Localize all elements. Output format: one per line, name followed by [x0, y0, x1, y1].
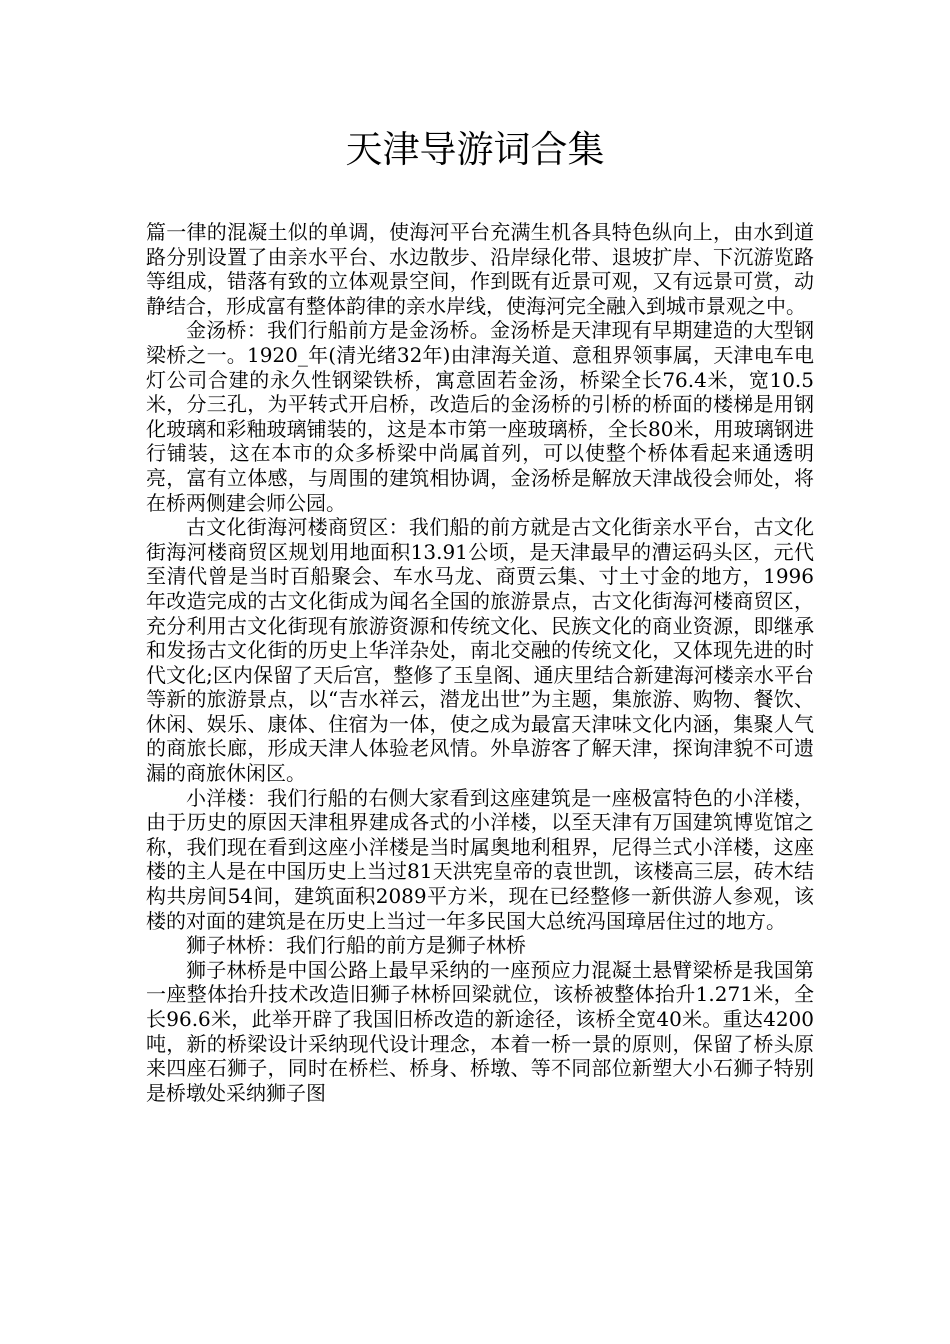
page-title: 天津导游词合集	[345, 128, 605, 171]
paragraph-shizilin-bridge-detail: 狮子林桥是中国公路上最早采纳的一座预应力混凝土悬臂梁桥是我国第一座整体抬升技术改造旧狮子林桥回梁就位，该桥被整体抬升1.271米，全长96.6米，此举开辟了我国旧桥改造的新途径，该桥全宽40米。重达4200吨，新的桥梁设计采纳现代设计理念，本着一桥一景的原则，保留了桥头原来四座石狮子，同时在桥栏、桥身、桥墩、等不同部位新塑大小石狮子特别是桥墩处采纳狮子图	[146, 957, 814, 1105]
paragraph-intro-riverside: 篇一律的混凝土似的单调，使海河平台充满生机各具特色纵向上，由水到道路分别设置了由亲水平台、水边散步、沿岸绿化带、退坡扩岸、下沉游览路等组成，错落有致的立体观景空间，作到既有近景可观，又有远景可赏，动静结合，形成富有整体韵律的亲水岸线，使海河完全融入到城市景观之中。	[146, 220, 814, 318]
paragraph-shizilin-bridge-heading: 狮子林桥：我们行船的前方是狮子林桥	[186, 933, 526, 958]
document-body	[146, 220, 814, 1105]
paragraph-jintang-bridge: 金汤桥：我们行船前方是金汤桥。金汤桥是天津现有早期建造的大型钢梁桥之一。1920_年(清光绪32年)由津海关道、意租界领事属，天津电车电灯公司合建的永久性钢梁铁桥，寓意固若金汤，桥梁全长76.4米，宽10.5米，分三孔，为平转式开启桥，改造后的金汤桥的引桥的桥面的楼梯是用钢化玻璃和彩釉玻璃铺装的，这是本市第一座玻璃桥，全长80米，用玻璃钢进行铺装，这在本市的众多桥梁中尚属首列，可以使整个桥体看起来通透明亮，富有立体感，与周围的建筑相协调，金汤桥是解放天津战役会师处，将在桥两侧建会师公园。	[146, 318, 814, 515]
paragraph-small-western-villa: 小洋楼：我们行船的右侧大家看到这座建筑是一座极富特色的小洋楼，由于历史的原因天津租界建成各式的小洋楼，以至天津有万国建筑博览馆之称，我们现在看到这座小洋楼是当时属奥地利租界，尼得兰式小洋楼，这座楼的主人是在中国历史上当过81天洪宪皇帝的袁世凯，该楼高三层，砖木结构共房间54间，建筑面积2089平方米，现在已经整修一新供游人参观，该楼的对面的建筑是在历史上当过一年多民国大总统冯国璋居住过的地方。	[146, 785, 814, 933]
paragraph-ancient-culture-street: 古文化街海河楼商贸区：我们船的前方就是古文化街亲水平台，古文化街海河楼商贸区规划用地面积13.91公顷，是天津最早的漕运码头区，元代至清代曾是当时百船聚会、车水马龙、商贾云集、寸土寸金的地方，1996年改造完成的古文化街成为闻名全国的旅游景点，古文化街海河楼商贸区，充分利用古文化街现有旅游资源和传统文化、民族文化的商业资源，即继承和发扬古文化街的历史上华洋杂处，南北交融的传统文化，又体现先进的时代文化;区内保留了天后宫，整修了玉皇阁、通庆里结合新建海河楼亲水平台等新的旅游景点，以“吉水祥云，潜龙出世”为主题，集旅游、购物、餐饮、休闲、娱乐、康体、住宿为一体，使之成为最富天津味文化内涵，集聚人气的商旅长廊，形成天津人体验老风情。外阜游客了解天津，探询津貌不可遗漏的商旅休闲区。	[146, 515, 814, 786]
